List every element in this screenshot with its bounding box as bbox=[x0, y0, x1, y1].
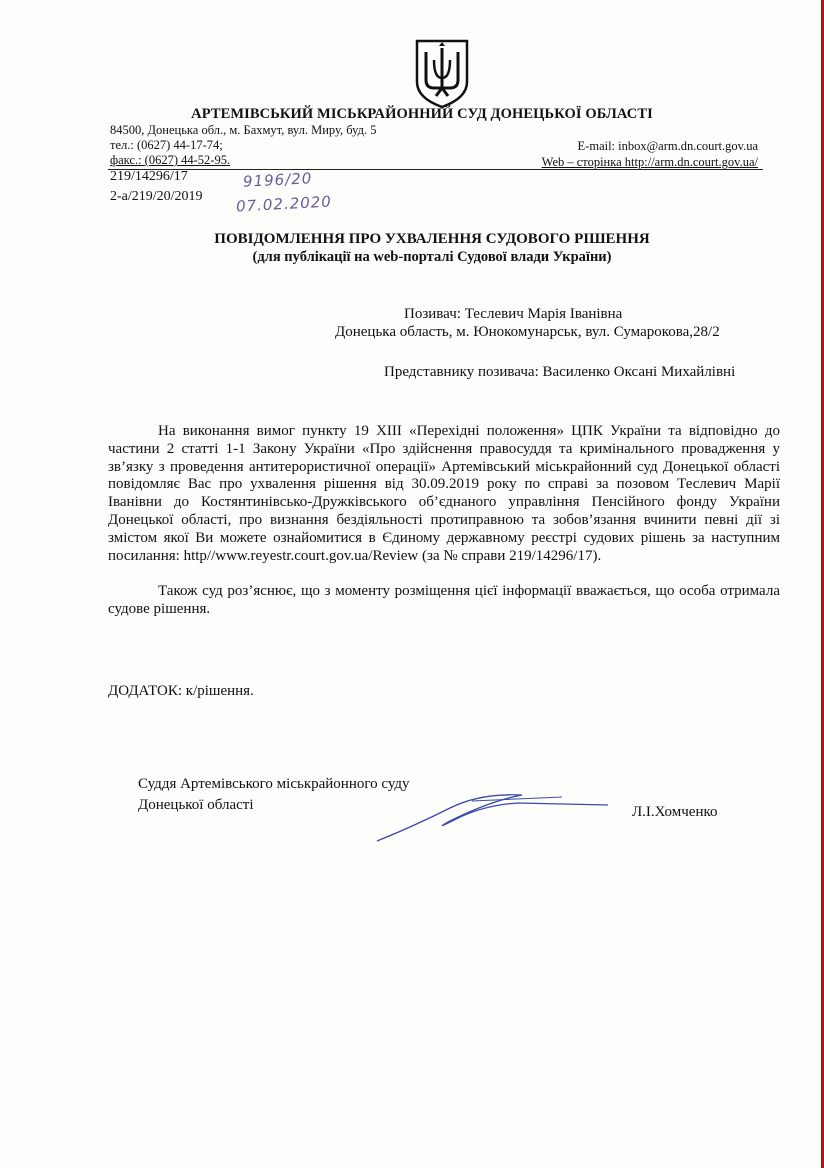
judge-position-line-1: Суддя Артемівського міськрайонного суду bbox=[138, 776, 410, 792]
court-email: E-mail: inbox@arm.dn.court.gov.ua bbox=[577, 139, 758, 153]
notice-paragraph-1: На виконання вимог пункту 19 XIII «Перехідні положення» ЦПК України та відповідно до частини 2 статті 1-1 Закону України «Про здійснення правосуддя та кримінального провадження у зв’язку з проведення антитерористичної операції» Артемівський міськрайонний суд Донецької області повідомляє Вас про ухвалення рішення від 30.09.2019 року по справі за позовом Теслевич Марії Іванівни до Костянтинівсько-Дружківського об’єднаного управління Пенсійного фонду України Донецької області, про визнання бездіяльності протиправною та зобов’язання вчинити певні дії зі змістом якої Ви можете ознайомитися в Єдиному державному реєстрі судових рішень за наступним посилання: http//www.reyestr.court.gov.ua/Review (за № справи 219/14296/17). bbox=[108, 423, 780, 564]
plaintiff-address: Донецька область, м. Юнокомунарськ, вул. Сумарокова,28/2 bbox=[335, 324, 720, 340]
document-title: ПОВІДОМЛЕННЯ ПРО УХВАЛЕННЯ СУДОВОГО РІШЕННЯ bbox=[214, 231, 650, 247]
court-phone: тел.: (0627) 44-17-74; bbox=[110, 138, 223, 152]
plaintiff: Позивач: Теслевич Марія Іванівна bbox=[404, 306, 623, 322]
handwritten-date: 07.02.2020 bbox=[235, 192, 333, 216]
judge-name: Л.І.Хомченко bbox=[632, 804, 718, 820]
handwritten-registration-number: 9196/20 bbox=[242, 169, 313, 191]
case-number: 219/14296/17 bbox=[110, 169, 188, 184]
notice-paragraph-2: Також суд роз’яснює, що з моменту розміщення цієї інформації вважається, що особа отримала судове рішення. bbox=[108, 583, 780, 618]
court-website: Web – сторінка http://arm.dn.court.gov.ua/ bbox=[541, 155, 758, 169]
header-divider bbox=[108, 169, 763, 170]
judge-position-line-2: Донецької області bbox=[138, 797, 254, 813]
document-subtitle: (для публікації на web-порталі Судової влади України) bbox=[252, 249, 612, 265]
proceeding-number: 2-а/219/20/2019 bbox=[110, 189, 203, 204]
handwritten-signature bbox=[372, 775, 622, 845]
court-address: 84500, Донецька обл., м. Бахмут, вул. Миру, буд. 5 bbox=[110, 123, 377, 137]
notice-body bbox=[108, 423, 780, 619]
court-name: АРТЕМІВСЬКИЙ МІСЬКРАЙОННИЙ СУД ДОНЕЦЬКОЇ ОБЛАСТІ bbox=[191, 106, 653, 122]
plaintiff-representative: Представнику позивача: Василенко Оксані Михайлівні bbox=[384, 364, 736, 380]
annex-note: ДОДАТОК: к/рішення. bbox=[108, 683, 254, 699]
court-fax: факс.: (0627) 44-52-95. bbox=[110, 153, 231, 167]
coat-of-arms-trident-icon bbox=[414, 38, 470, 110]
